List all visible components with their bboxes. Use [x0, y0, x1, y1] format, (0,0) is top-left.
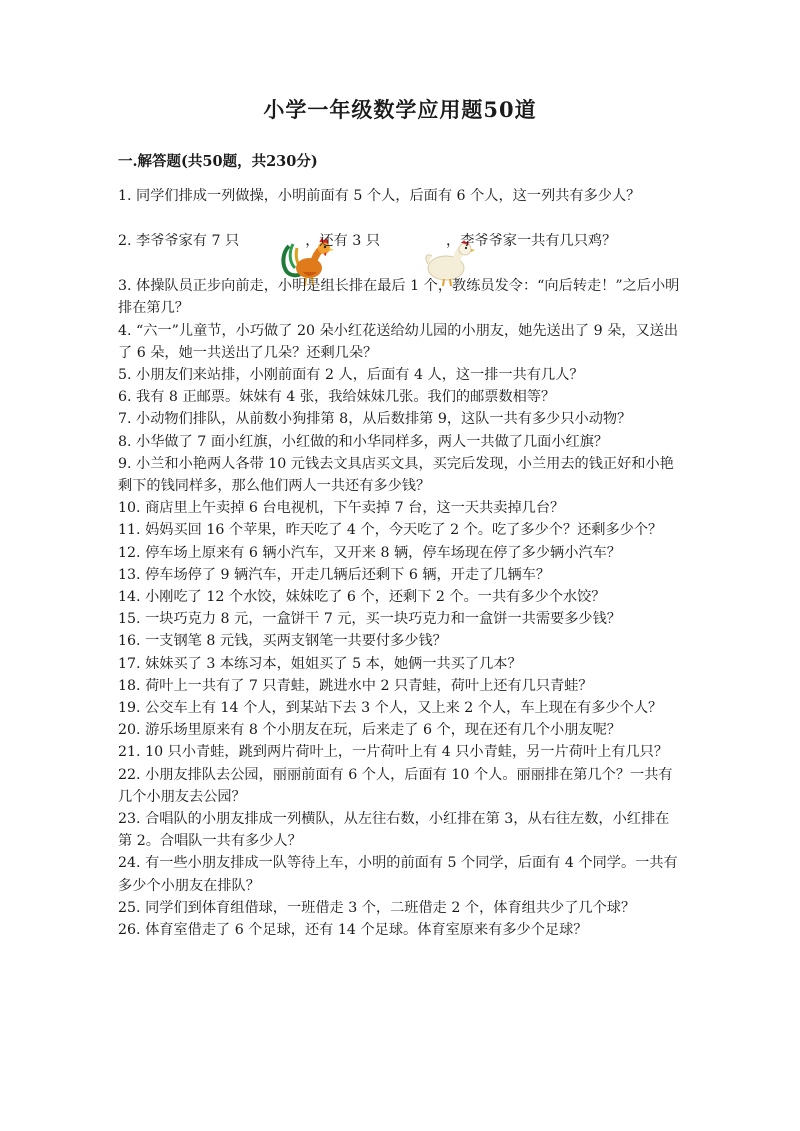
- page-title: 小学一年级数学应用题50道: [263, 97, 537, 122]
- question-item: 6. 我有 8 正邮票。妹妹有 4 张，我给妹妹几张。我们的邮票数相等？: [118, 389, 556, 406]
- question-item: 4. “六一”儿童节，小巧做了 20 朵小红花送给幼儿园的小朋友，她先送出了 9 朵，又送出了 6 朵，她一共送出了几朵？还剩几朵？: [118, 322, 679, 361]
- question-item: 14. 小刚吃了 12 个水饺，妹妹吃了 6 个，还剩下 2 个。一共有多少个水饺？: [118, 589, 606, 606]
- hen-icon: [384, 216, 442, 266]
- question-item: 22. 小朋友排队去公园，丽丽前面有 6 个人，后面有 10 个人。丽丽排在第几个？一共有几个小朋友去公园？: [118, 766, 673, 805]
- question-text: 2. 李爷爷家有 7 只: [118, 233, 240, 250]
- question-item: 7. 小动物们排队，从前数小狗排第 8，从后数排第 9，这队一共有多少只小动物？: [118, 411, 632, 428]
- question-item-with-pictures: [118, 213, 680, 269]
- question-item: 24. 有一些小朋友排成一队等待上车，小明的前面有 5 个同学，后面有 4 个同学。一共有多少个小朋友在排队？: [118, 855, 678, 894]
- question-item: 25. 同学们到体育组借球，一班借走 3 个，二班借走 2 个，体育组共少了几个球？: [118, 899, 636, 916]
- question-item: 20. 游乐场里原来有 8 个小朋友在玩，后来走了 6 个，现在还有几个小朋友呢？: [118, 722, 621, 739]
- question-item: 26. 体育室借走了 6 个足球，还有 14 个足球。体育室原来有多少个足球？: [118, 922, 588, 939]
- question-item: 9. 小兰和小艳两人各带 10 元钱去文具店买文具，买完后发现，小兰用去的钱正好和小艳剩下的钱同样多，那么他们两人一共还有多少钱？: [118, 455, 674, 495]
- question-item: 18. 荷叶上一共有了 7 只青蛙，跳进水中 2 只青蛙，荷叶上还有几只青蛙？: [118, 677, 593, 694]
- question-item: 16. 一支钢笔 8 元钱，买两支钢笔一共要付多少钱？: [118, 633, 447, 650]
- question-item: 8. 小华做了 7 面小红旗，小红做的和小华同样多，两人一共做了几面小红旗？: [118, 433, 609, 450]
- question-item: 1. 同学们排成一列做操，小明前面有 5 个人，后面有 6 个人，这一列共有多少人？: [118, 188, 641, 204]
- question-item: 21. 10 只小青蛙，跳到两片荷叶上，一片荷叶上有 4 只小青蛙，另一片荷叶上有几只？: [118, 744, 669, 761]
- question-item: 23. 合唱队的小朋友排成一列横队，从左往右数，小红排在第 3，从右往左数，小红排在第 2。合唱队一共有多少人？: [118, 811, 670, 850]
- question-text: ，李爷爷家一共有几只鸡？: [446, 233, 617, 250]
- question-item: 10. 商店里上午卖掉 6 台电视机，下午卖掉 7 台，这一天共卖掉几台？: [118, 500, 565, 517]
- question-item: 5. 小朋友们来站排，小刚前面有 2 人，后面有 4 人，这一排一共有几人？: [118, 367, 584, 384]
- question-text: ，还有 3 只: [305, 233, 381, 250]
- question-item: 15. 一块巧克力 8 元，一盒饼干 7 元，买一块巧克力和一盒饼一共需要多少钱？: [118, 611, 621, 628]
- question-item: 11. 妈妈买回 16 个苹果，昨天吃了 4 个，今天吃了 2 个。吃了多少个？还剩多少个？: [118, 522, 663, 539]
- question-item: 19. 公交车上有 14 个人，到某站下去 3 个人，又上来 2 个人，车上现在有多少个人？: [118, 700, 663, 717]
- question-item: 3. 体操队员正步向前走，小明是组长排在最后 1 个，教练员发令：“向后转走！”之后小明排在第几？: [118, 278, 680, 317]
- question-list: [118, 185, 680, 941]
- question-item: 17. 妹妹买了 3 本练习本，姐姐买了 5 本，她俩一共买了几本？: [118, 655, 522, 672]
- question-item: 12. 停车场上原来有 6 辆小汽车，又开来 8 辆，停车场现在停了多少辆小汽车？: [118, 544, 621, 561]
- rooster-icon: [243, 216, 301, 266]
- question-item: 13. 停车场停了 9 辆汽车，开走几辆后还剩下 6 辆，开走了几辆车？: [118, 566, 551, 583]
- section-heading: 一.解答题(共50题，共230分): [118, 153, 318, 170]
